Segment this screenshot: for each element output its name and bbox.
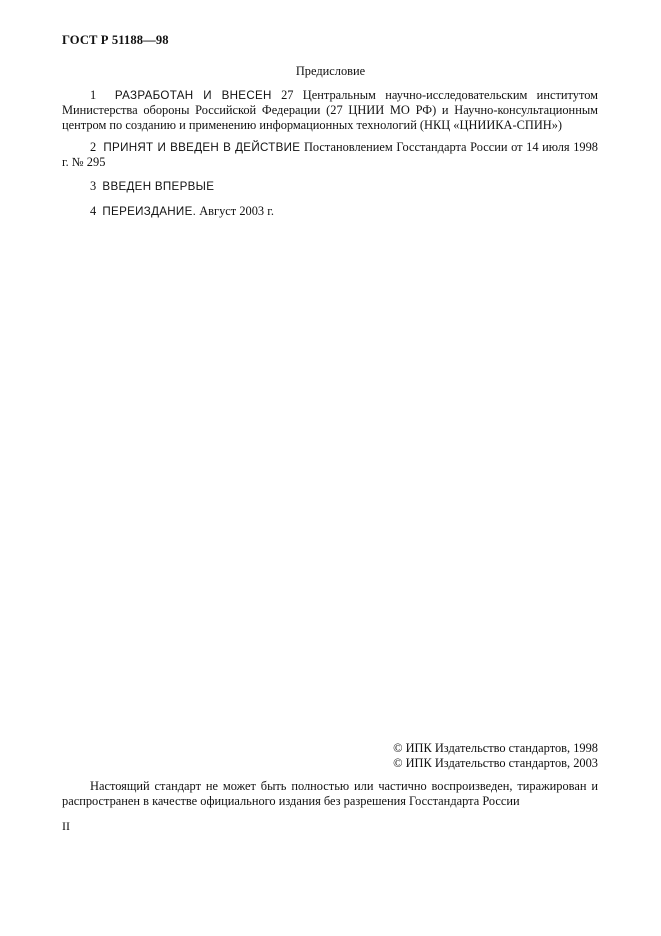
paragraph-2 [62, 140, 598, 170]
copyright-block [393, 741, 598, 771]
paragraph-4 [62, 204, 598, 219]
paragraph-text: Август 2003 г. [199, 204, 274, 218]
paragraph-number: 2 [90, 140, 97, 154]
paragraph-caps: ПРИНЯТ И ВВЕДЕН В ДЕЙСТВИЕ [103, 141, 301, 154]
paragraph-3 [62, 179, 598, 194]
standard-code-header: ГОСТ Р 51188—98 [62, 33, 169, 47]
paragraph-number: 3 [90, 179, 97, 193]
copyright-line: © ИПК Издательство стандартов, 1998 [393, 741, 598, 755]
paragraph-text: 27 Центральным научно-исследовательским институтом Министерства обороны Российской Федерации (27 ЦНИИ МО РФ) и Научно-консультационным центром по созданию и применению информационных технологий (НКЦ «ЦНИИКА-СПИН») [62, 88, 598, 132]
paragraph-1 [62, 88, 598, 133]
paragraph-number: 1 [90, 88, 97, 102]
paragraph-caps: РАЗРАБОТАН И ВНЕСЕН [114, 89, 272, 102]
paragraph-number: 4 [90, 204, 97, 218]
page-number: II [62, 819, 70, 833]
page-title: Предисловие [295, 64, 366, 78]
paragraph-caps: ПЕРЕИЗДАНИЕ. [102, 205, 197, 218]
paragraph-caps: ВВЕДЕН ВПЕРВЫЕ [102, 180, 215, 193]
copyright-line: © ИПК Издательство стандартов, 2003 [393, 756, 598, 770]
reproduction-notice: Настоящий стандарт не может быть полностью или частично воспроизведен, тиражирован и распространен в качестве официального издания без разрешения Госстандарта России [62, 779, 598, 808]
paragraph-text: Постановлением Госстандарта России от 14 июля 1998 г. № 295 [62, 140, 598, 169]
